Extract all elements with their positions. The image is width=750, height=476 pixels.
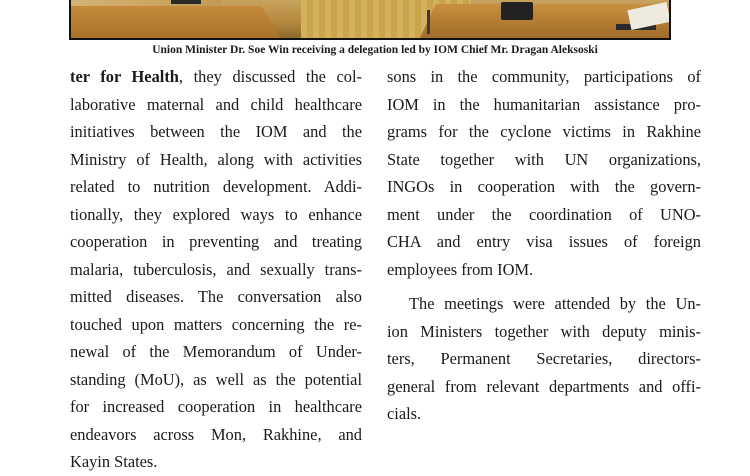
photo-device xyxy=(501,2,533,20)
text-line: newal of the Memorandum of Under- xyxy=(70,342,362,361)
text-line: initiatives between the IOM and the xyxy=(70,122,362,141)
article-column-left xyxy=(70,63,362,476)
text-line: laborative maternal and child healthcare xyxy=(70,94,362,114)
photo-microphone-stand xyxy=(427,10,430,34)
text-line: employees from IOM. xyxy=(387,259,534,279)
photo-microphone xyxy=(171,0,201,4)
text-line: State together with UN organizations, xyxy=(387,149,701,169)
text-line: cials. xyxy=(387,404,422,423)
text-line: malaria, tuberculosis, and sexually trans- xyxy=(70,259,362,279)
text-line: CHA and entry visa issues of foreign xyxy=(387,232,701,251)
text-line: general from relevant departments and offi- xyxy=(387,376,701,396)
text-line: ters, Permanent Secretaries, directors- xyxy=(387,349,701,368)
text-line: ion Ministers together with deputy minis- xyxy=(387,321,701,341)
text-line: INGOs in cooperation with the govern- xyxy=(387,177,701,196)
text-line: tionally, they explored ways to enhance xyxy=(70,204,362,224)
text-line: for increased cooperation in healthcare xyxy=(70,397,362,416)
photo-caption: Union Minister Dr. Soe Win receiving a delegation led by IOM Chief Mr. Dragan Aleksoski xyxy=(152,44,598,56)
text-line: The meetings were attended by the Un- xyxy=(409,294,701,313)
text-line: related to nutrition development. Addi- xyxy=(70,177,362,196)
text-line: Kayin States. xyxy=(70,452,158,471)
text-line: mitted diseases. The conversation also xyxy=(70,287,362,306)
meeting-photo xyxy=(69,0,671,40)
text-line: sons in the community, participations of xyxy=(387,67,701,86)
text-line: IOM in the humanitarian assistance pro- xyxy=(387,94,701,114)
text-line: ment under the coordination of UNO- xyxy=(387,204,701,224)
text-span: , they discussed the col- xyxy=(178,67,363,86)
article-column-right xyxy=(387,63,701,428)
text-line: touched upon matters concerning the re- xyxy=(70,314,362,334)
text-line: cooperation in preventing and treating xyxy=(70,232,362,251)
text-line: standing (MoU), as well as the potential xyxy=(70,369,362,389)
text-line xyxy=(70,63,362,91)
bold-text: ter for Health xyxy=(70,67,179,86)
text-line: endeavors across Mon, Rakhine, and xyxy=(70,424,362,444)
photo-table-left xyxy=(69,6,281,40)
text-line: grams for the cyclone victims in Rakhine xyxy=(387,122,701,141)
paragraph-gap xyxy=(387,283,701,290)
text-line: Ministry of Health, along with activities xyxy=(70,149,362,169)
